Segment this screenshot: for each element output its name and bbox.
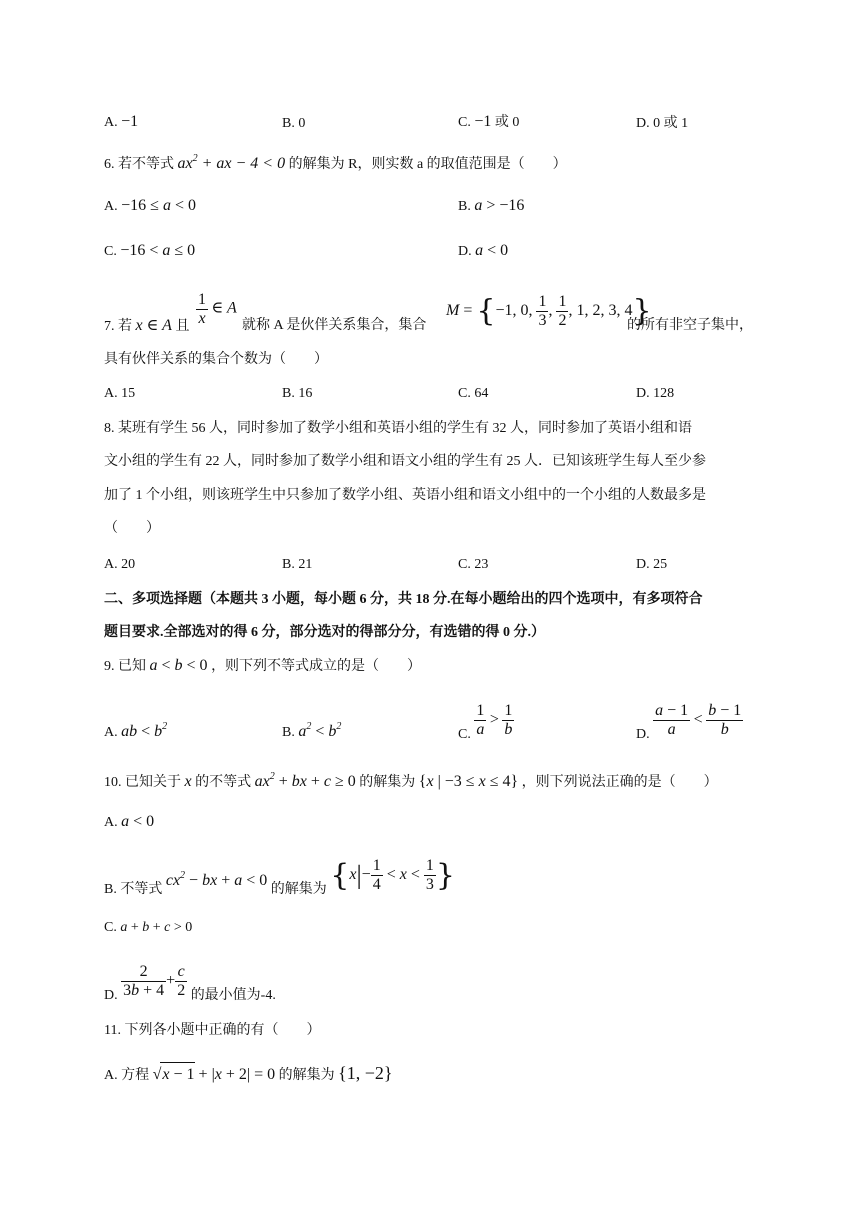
q11-stem: 11. 下列各小题中正确的有（ ） xyxy=(104,1023,321,1038)
q7-fraction-1-over-x xyxy=(196,291,237,328)
right-brace: } xyxy=(632,293,652,329)
operator: < xyxy=(693,711,703,728)
fraction: $\frac{c}{2}$ xyxy=(177,963,186,1000)
option-label: A. xyxy=(104,199,118,214)
q7-set-m: M = {−1, 0, $\frac{1}{3}$ , $\frac{1}{2}$ , 1, 2, 3, 4} xyxy=(446,292,652,329)
q9-option-c xyxy=(458,696,514,759)
option-math: a > −16 xyxy=(474,197,525,214)
q6-stem xyxy=(104,154,567,175)
left-brace: { xyxy=(476,293,496,329)
q8-line4: （ ） xyxy=(104,521,160,536)
option-math: √x − 1 + |x + 2| = 0 xyxy=(153,1066,276,1083)
q7-option-c: C. 64 xyxy=(458,386,489,401)
q9-condition: a < b < 0 xyxy=(149,657,208,674)
option-label: D. xyxy=(636,727,650,742)
q11-option-a xyxy=(104,1061,393,1088)
option-math: −1 xyxy=(474,113,492,130)
q5-option-a xyxy=(104,112,138,133)
question-text: 的不等式 xyxy=(195,775,252,790)
option-text: 的解集为 xyxy=(270,882,327,897)
fraction: $\frac{1}{x}$ xyxy=(198,291,206,327)
option-text: 的解集为 xyxy=(278,1068,335,1083)
q6-option-b xyxy=(458,196,524,217)
question-text: 的解集为 xyxy=(359,775,416,790)
option-math: a < 0 xyxy=(121,813,155,830)
q6-option-a xyxy=(104,196,196,217)
question-tail: ，则下列说法正确的是（ ） xyxy=(521,775,718,790)
q7-line2: 具有伙伴关系的集合个数为（ ） xyxy=(104,352,328,367)
fraction: $\frac{1}{2}$ xyxy=(558,292,567,329)
option-label: C. xyxy=(458,727,471,742)
q10-option-d xyxy=(104,958,276,1019)
option-label: B. 不等式 xyxy=(104,882,163,897)
option-label: A. xyxy=(104,815,118,830)
question-number: 7. 若 xyxy=(104,319,132,334)
option-math: −16 ≤ a < 0 xyxy=(121,197,196,214)
section-heading-line2: 题目要求.全部选对的得 6 分，部分选对的得部分分，有选错的得 0 分.） xyxy=(104,625,545,640)
q5-option-c xyxy=(458,112,519,133)
fraction: $\frac{a - 1}{a}$ xyxy=(655,702,689,739)
option-math: $cx^2$ − bx + a < 0 xyxy=(165,870,268,889)
option-label: A. 方程 xyxy=(104,1068,150,1083)
q10-solution-set: {x | −3 ≤ x ≤ 4} xyxy=(418,773,519,790)
option-label: D. xyxy=(458,244,472,259)
question-tail: ，则下列不等式成立的是（ ） xyxy=(211,659,422,674)
option-label: A. xyxy=(104,725,118,740)
option-math: ab < $b^2$ xyxy=(121,721,168,740)
solution-set: {1, −2} xyxy=(338,1063,393,1083)
q10-option-c xyxy=(104,918,192,938)
operator: + xyxy=(166,972,176,989)
question-number: 6. 若不等式 xyxy=(104,157,174,172)
q7-prefix xyxy=(104,316,189,337)
left-brace: { xyxy=(330,857,350,893)
option-label: D. xyxy=(104,988,118,1003)
q8-option-b: B. 21 xyxy=(282,557,313,572)
fraction: $\frac{1}{a}$ xyxy=(476,702,485,739)
fraction: $\frac{1}{b}$ xyxy=(504,702,513,739)
option-label: C. xyxy=(458,115,471,130)
q7-tail: 的所有非空子集中， xyxy=(627,318,753,333)
q7-option-a: A. 15 xyxy=(104,386,136,401)
q8-option-a: A. 20 xyxy=(104,557,136,572)
option-tail: 或 0 xyxy=(494,115,520,130)
q9-option-d xyxy=(636,696,743,759)
option-label: C. xyxy=(104,244,117,259)
question-text: 且 xyxy=(175,319,190,334)
option-text: 的最小值为-4. xyxy=(190,988,276,1003)
question-number: 10. 已知关于 xyxy=(104,775,181,790)
option-label: B. xyxy=(458,199,471,214)
q10-option-b xyxy=(104,848,455,917)
set-name: M xyxy=(446,302,460,319)
q5-option-d: D. 0 或 1 xyxy=(636,116,689,131)
option-math: a + b + c > 0 xyxy=(120,920,193,935)
option-label: B. xyxy=(282,725,295,740)
fraction: $\frac{1}{3}$ xyxy=(538,292,547,329)
option-label: C. xyxy=(104,920,117,935)
q5-option-b: B. 0 xyxy=(282,116,306,131)
q7-option-b: B. 16 xyxy=(282,386,313,401)
q9-stem xyxy=(104,656,421,677)
option-math: a < 0 xyxy=(475,242,509,259)
q8-option-d: D. 25 xyxy=(636,557,668,572)
set-builder: x|− $\frac{1}{4}$ < x < $\frac{1}{3}$ xyxy=(349,856,434,893)
option-math: −16 < a ≤ 0 xyxy=(120,242,196,259)
option-math: −1 xyxy=(121,113,139,130)
q10-option-a xyxy=(104,812,154,833)
variable-x: x xyxy=(184,773,192,790)
q8-line2: 文小组的学生有 22 人，同时参加了数学小组和语文小组的学生有 25 人．已知该班学生每人至少参 xyxy=(104,454,706,469)
option-math: $a^2 < b^2$ xyxy=(298,721,342,740)
q8-option-c: C. 23 xyxy=(458,557,489,572)
question-tail: 的解集为 R，则实数 a 的取值范围是（ ） xyxy=(288,157,567,172)
q7-math-x-in-a: x ∈ A xyxy=(135,317,172,334)
q9-option-a xyxy=(104,722,167,743)
q6-option-d xyxy=(458,241,508,262)
q10-stem xyxy=(104,772,718,793)
section-heading-line1: 二、多项选择题（本题共 3 小题，每小题 6 分，共 18 分.在每小题给出的四个选项中，有多项符合 xyxy=(104,592,703,607)
q8-line1: 8. 某班有学生 56 人，同时参加了数学小组和英语小组的学生有 32 人，同时参加了英语小组和语 xyxy=(104,421,692,436)
right-brace: } xyxy=(435,857,455,893)
operator: > xyxy=(489,711,499,728)
question-number: 9. 已知 xyxy=(104,659,146,674)
option-label: A. xyxy=(104,115,118,130)
fraction: $\frac{b - 1}{b}$ xyxy=(708,702,742,739)
q6-inequality: $ax^2$ + ax − 4 < 0 xyxy=(177,153,286,172)
q9-option-b xyxy=(282,722,341,743)
q8-line3: 加了 1 个小组，则该班学生中只参加了数学小组、英语小组和语文小组中的一个小组的人数最多是 xyxy=(104,488,706,503)
fraction: $\frac{2}{3b + 4}$ xyxy=(123,963,165,1000)
set-elements: −1, 0, $\frac{1}{3}$ , $\frac{1}{2}$ , 1, 2, 3, 4 xyxy=(495,292,633,329)
q7-option-d: D. 128 xyxy=(636,386,675,401)
q6-option-c xyxy=(104,241,195,262)
q10-inequality: $ax^2$ + bx + c ≥ 0 xyxy=(254,771,356,790)
q7-in-a: ∈ A xyxy=(211,299,237,317)
q7-definition: 就称 A 是伙伴关系集合，集合 xyxy=(242,318,427,333)
